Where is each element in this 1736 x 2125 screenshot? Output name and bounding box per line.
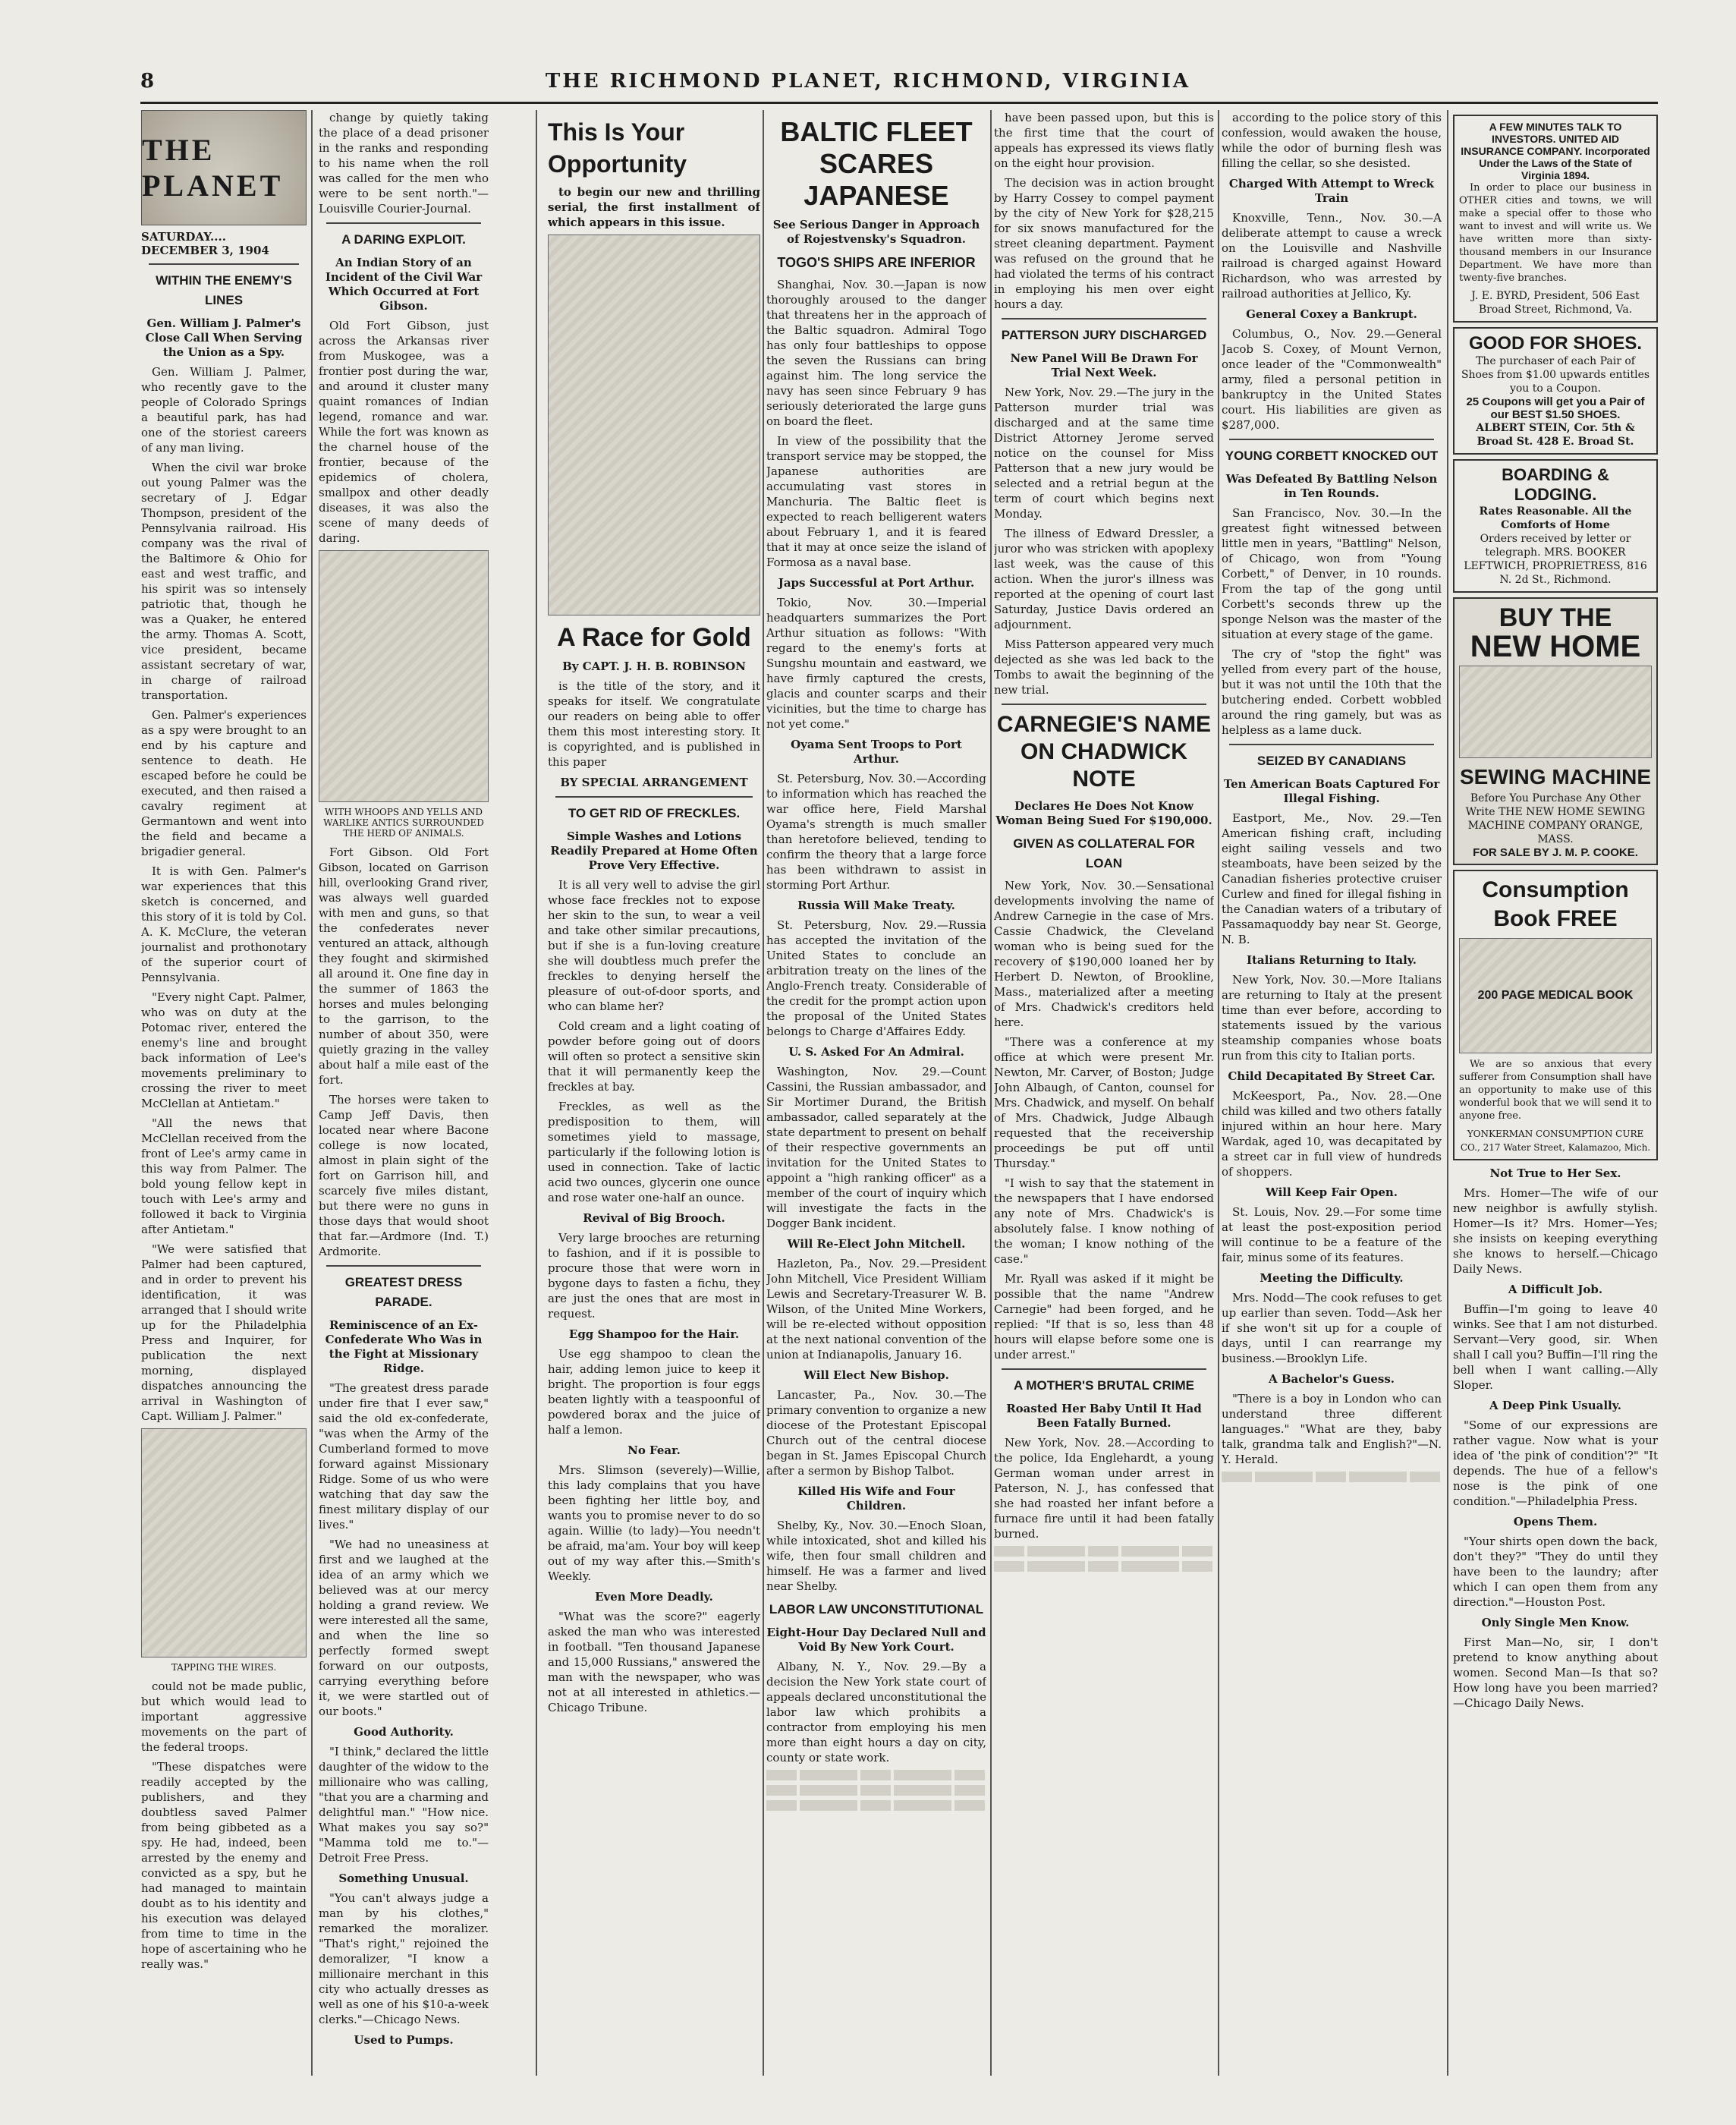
article-paragraph: could not be made public, but which would lead to important aggressive movements on the part of the federal troops. (141, 1680, 307, 1754)
ad-title: BUY THE (1499, 603, 1612, 632)
article-headline: Something Unusual. (338, 1872, 469, 1885)
planet-logo: THE PLANET (141, 110, 307, 225)
article-paragraph: St. Petersburg, Nov. 30.—According to information which has reached the war office here, Field Marshal Oyama's strength is much smaller than heretofore believed, tending to confirm the theory that a large force has been withdrawn to assist in storming Port Arthur. (766, 772, 986, 892)
serial-byline: By CAPT. J. H. B. ROBINSON (562, 660, 746, 673)
illustration-sewing (1459, 666, 1652, 758)
ad-body: In order to place our business in OTHER cities and towns, we will make a special offer to those who want to invest and will write us. We have written more than sixty-thousand members in our Insurance Department. We have more than twenty-five branches. (1459, 182, 1652, 284)
article-paragraph: "Every night Capt. Palmer, who was on duty at the Potomac river, entered the enemy's line and brought back information of Lee's movements preliminary to crossing the river to meet McClellan at Antietam." (141, 990, 307, 1110)
ad-body: We are so anxious that every sufferer from Consumption shall have an opportunity to make use of this wonderful book that we will send it to anyone free. (1459, 1059, 1652, 1122)
article-paragraph: "These dispatches were readily accepted by the publishers, and they doubtless saved Palmer from being gibbeted as a spy. He had, indeed, been arrested by the enemy and convicted as a spy, but he had managed to maintain doubt as to his identity and his execution was delayed from time to time in the hope of ascertaining who he really was." (141, 1760, 307, 1971)
article-paragraph: "We had no uneasiness at first and we laughed at the idea of an army which we believed was at our mercy holding a grand review. We were interested all the same, and when the line so perfectly formed swept forward on our outposts, carrying everything before it, we were startled out of our boots." (319, 1538, 489, 1718)
ad-title: A FEW MINUTES TALK TO INVESTORS. UNITED AID INSURANCE COMPANY. Incorporated Under the Laws of the State of Virginia 1894. (1461, 121, 1650, 181)
masthead: THE RICHMOND PLANET, RICHMOND, VIRGINIA (545, 70, 1191, 93)
article-paragraph: according to the police story of this confession, would awaken the house, while the odor of burning flesh was filling the cellar, so she desisted. (1222, 111, 1442, 170)
book-title: 200 PAGE MEDICAL BOOK (1477, 989, 1634, 1002)
ad-brand: NEW HOME (1470, 630, 1641, 663)
ad-product: SEWING MACHINE (1460, 765, 1651, 789)
illegible-text (994, 1546, 1214, 1557)
article-headline: Even More Deadly. (595, 1590, 713, 1604)
article-paragraph: Washington, Nov. 29.—Count Cassini, the Russian ambassador, and Sir Mortimer Durand, the British ambassador, called separately at the state department to present on behalf of their respective governments an invitation for the United States to appoint a "high ranking officer" as a member of the court of inquiry which will investigate the facts in the Dogger Bank incident. (766, 1065, 986, 1230)
joke-headline: Opens Them. (1513, 1515, 1598, 1528)
article-headline: SEIZED BY CANADIANS (1256, 754, 1407, 768)
ad-insurance (1453, 115, 1658, 323)
article-paragraph: Mrs. Nodd—The cook refuses to get up earlier than seven. Todd—Ask her if she won't sit up for a couple of days, until I can rearrange my business.—Brooklyn Life. (1222, 1291, 1442, 1365)
divider (1229, 439, 1434, 440)
ad-title: Consumption Book FREE (1482, 877, 1629, 931)
article-paragraph: St. Louis, Nov. 29.—For some time at least the post-exposition period will continue to be a feature of the fair, minus some of its features. (1222, 1205, 1442, 1264)
illustration-caption: TAPPING THE WIRES. (171, 1662, 277, 1673)
article-subhead: See Serious Danger in Approach of Rojestvensky's Squadron. (772, 218, 980, 246)
article-paragraph: The cry of "stop the fight" was yelled from every part of the house, but it was not until the 10th that the butchering ended. Corbett wobbled around the ring gamely, but was as helpless as a lame duck. (1222, 647, 1442, 737)
ad-sewing-machine (1453, 597, 1658, 865)
ad-signature: ALBERT STEIN, Cor. 5th & Broad St. 428 E. Broad St. (1476, 422, 1635, 448)
joke-headline: Not True to Her Sex. (1489, 1166, 1621, 1180)
article-paragraph: It is with Gen. Palmer's war experiences that this sketch is concerned, and this story of it is told by Col. A. K. McClure, the veteran journalist and prothonotary of the superior court of Pennsylvania. (141, 864, 307, 984)
article-headline: Meeting the Difficulty. (1260, 1271, 1404, 1285)
column-divider (990, 110, 992, 2076)
serial-title: A Race for Gold (557, 623, 751, 652)
article-headline: Killed His Wife and Four Children. (797, 1484, 955, 1513)
article-paragraph: McKeesport, Pa., Nov. 28.—One child was killed and two others fatally injured within an hour here. Mary Wardak, aged 10, was decapitated by a street car in full view of hundreds of shoppers. (1222, 1089, 1442, 1179)
column-divider (763, 110, 764, 2076)
article-headline: PATTERSON JURY DISCHARGED (1001, 328, 1207, 342)
article-headline: GIVEN AS COLLATERAL FOR LOAN (1013, 836, 1195, 870)
column-divider (311, 110, 313, 2076)
illustration-indian-raid (319, 550, 489, 802)
illegible-text (1222, 1472, 1442, 1482)
divider (1002, 318, 1206, 320)
article-headline: Will Re-Elect John Mitchell. (787, 1237, 966, 1251)
divider (326, 1265, 481, 1267)
article-paragraph: Freckles, as well as the predisposition to them, will sometimes yield to massage, particularly if the following lotion is used in connection. Take of lactic acid two ounces, glycerin one ounce and rose water one-half an ounce. (548, 1100, 760, 1204)
article-paragraph: Gen. William J. Palmer, who recently gave to the people of Colorado Springs a beautiful park, has had one of the storiest careers of any man living. (141, 365, 307, 455)
article-paragraph: "We were satisfied that Palmer had been captured, and in order to prevent his identification, it was arranged that I should write up for the Philadelphia Press and Inquirer, for publication the next morning, displayed dispatches announcing the arrival in Washington of Capt. William J. Palmer." (141, 1242, 307, 1423)
article-paragraph: Lancaster, Pa., Nov. 30.—The primary convention to organize a new diocese of the Protestant Episcopal Church out of the central diocese began in St. James Episcopal Church after a sermon by Bishop Talbot. (766, 1388, 986, 1478)
column-3 (548, 110, 760, 2076)
article-subhead: Was Defeated By Battling Nelson in Ten Rounds. (1225, 472, 1438, 500)
ad-title: GOOD FOR SHOES. (1468, 333, 1643, 354)
joke-text: First Man—No, sir, I don't pretend to know anything about women. Second Man—Is that so? How long have you been married?—Chicago Daily News. (1453, 1635, 1658, 1710)
ad-signature: J. E. BYRD, President, 506 East Broad Street, Richmond, Va. (1471, 290, 1640, 316)
divider (326, 222, 481, 224)
article-headline: BALTIC FLEET SCARES JAPANESE (780, 116, 973, 211)
article-subhead: Roasted Her Baby Until It Had Been Fatally Burned. (1006, 1402, 1202, 1430)
article-paragraph: Tokio, Nov. 30.—Imperial headquarters summarizes the Port Arthur situation as follows: "With regard to the enemy's forts at Sungshu mountain and eastward, we have firmly captured the crests, glacis and counter scarps and their vicinities, but the time to charge has not yet come." (766, 596, 986, 731)
page-number: 8 (140, 70, 155, 93)
article-paragraph: The illness of Edward Dressler, a juror who was stricken with apoplexy last week, was the cause of this action. When the juror's illness was reported at the opening of court last Saturday, Justice Davis ordered an adjournment. (994, 527, 1214, 631)
article-headline: A Bachelor's Guess. (1268, 1372, 1395, 1386)
divider (555, 796, 753, 798)
divider (1002, 704, 1206, 705)
article-paragraph: New York, Nov. 29.—The jury in the Patterson murder trial was discharged and at the same time District Attorney Jerome served notice on the counsel for Miss Patterson that a new jury would be selected and a retrial begun at the term of court which begins next Monday. (994, 386, 1214, 521)
column-6 (1222, 110, 1442, 2076)
article-paragraph: New York, Nov. 28.—According to the police, Ida Englehardt, a young German woman under arrest in Paterson, N. J., has confessed that she had roasted her infant before a furnace fire until it had been fatally burned. (994, 1436, 1214, 1541)
issue-date: SATURDAY.... DECEMBER 3, 1904 (141, 230, 269, 257)
joke-headline: A Deep Pink Usually. (1489, 1399, 1621, 1412)
ad-signature: YONKERMAN CONSUMPTION CURE CO., 217 Water Street, Kalamazoo, Mich. (1460, 1129, 1651, 1153)
header-rule (140, 102, 1658, 104)
article-headline: Italians Returning to Italy. (1246, 953, 1417, 967)
article-paragraph: St. Petersburg, Nov. 29.—Russia has accepted the invitation of the United States to conclude an arbitration treaty on the lines of the Anglo-French treaty. Considerable of the credit for the prompt action upon the proposal of the United States belongs to Charge d'Affaires Eddy. (766, 918, 986, 1038)
serial-intro: to begin our new and thrilling serial, the first installment of which appears in this issue. (548, 185, 760, 229)
article-headline: Egg Shampoo for the Hair. (568, 1327, 740, 1341)
article-paragraph: "There was a conference at my office at which were present Mr. Newton, Mr. Carver, of Boston; Judge John Albaugh, of Canton, counsel for Mrs. Chadwick, and myself. On behalf of Mrs. Chadwick, Judge Albaugh requested that the receivership proceedings be put off until Thursday." (994, 1035, 1214, 1170)
article-paragraph: "I wish to say that the statement in the newspapers that I have endorsed any note of Mrs. Chadwick's is absolutely false. I know nothing of the woman; I know nothing of the case." (994, 1176, 1214, 1266)
article-headline: Russia Will Make Treaty. (797, 899, 955, 912)
article-paragraph: In view of the possibility that the transport service may be stopped, the Japanese authorities are accumulating vast stores in Manchuria. The Baltic fleet is expected to reach belligerent waters about February 1, and it is feared that it may at once seize the island of Formosa as a naval base. (766, 434, 986, 569)
page-header (0, 70, 1736, 100)
article-paragraph: San Francisco, Nov. 30.—In the greatest fight witnessed between little men in years, "Battling" Nelson, of Chicago, won from "Young Corbett," of Denver, in 10 rounds. From the tap of the gong until Corbett's seconds threw up the sponge Nelson was the master of the situation at every stage of the game. (1222, 506, 1442, 641)
article-paragraph: Columbus, O., Nov. 29.—General Jacob S. Coxey, of Mount Vernon, once leader of the "Commonwealth" army, filed a personal petition in bankruptcy in the United States court. His liabilities are given as $287,000. (1222, 327, 1442, 432)
illegible-text (766, 1800, 986, 1811)
ad-dealer: FOR SALE BY J. M. P. COOKE. (1473, 846, 1638, 859)
article-headline: U. S. Asked For An Admiral. (788, 1045, 964, 1059)
article-headline: GREATEST DRESS PARADE. (344, 1275, 463, 1309)
joke-headline: Only Single Men Know. (1481, 1616, 1630, 1629)
article-headline: A DARING EXPLOIT. (341, 232, 466, 247)
illegible-text (994, 1561, 1214, 1572)
article-paragraph: is the title of the story, and it speaks for itself. We congratulate our readers on being able to offer them this most interesting story. It is copyrighted, and is published in this paper (548, 679, 760, 769)
article-headline: YOUNG CORBETT KNOCKED OUT (1225, 449, 1439, 463)
article-headline: No Fear. (627, 1443, 681, 1457)
illegible-text (766, 1770, 986, 1780)
article-subhead: New Panel Will Be Drawn For Trial Next Week. (1010, 351, 1198, 379)
article-paragraph: Very large brooches are returning to fashion, and if it is possible to procure those that were worn in bygone days to fasten a fichu, they are just the ones that are most in request. (548, 1231, 760, 1321)
column-divider (1218, 110, 1219, 2076)
ad-title: BOARDING & LODGING. (1502, 465, 1609, 504)
article-paragraph: "All the news that McClellan received from the front of Lee's army came in this way from Palmer. The bold young fellow kept in touch with Lee's army and followed it back to Virginia after Antietam." (141, 1116, 307, 1236)
article-headline: Child Decapitated By Street Car. (1228, 1069, 1436, 1083)
article-paragraph: Eastport, Me., Nov. 29.—Ten American fishing craft, including eight sailing vessels and two steamboats, have been seized by the Canadian fisheries protective cruiser Curlew and fined for illegal fishing in the Canadian waters of a tributary of Passamaquoddy bay near St. George, N. B. (1222, 811, 1442, 946)
ad-body: The purchaser of each Pair of Shoes from $1.00 upwards entitles you to a Coupon. (1461, 355, 1650, 395)
ad-shoes (1453, 327, 1658, 455)
column-2 (319, 110, 489, 2076)
article-paragraph: It is all very well to advise the girl whose face freckles not to expose her skin to the sun, to wear a veil and take other similar precautions, but if she is a fun-loving creature she will doubtless much prefer the freckles to denying herself the pleasure of out-of-door sports, and who can blame her? (548, 878, 760, 1013)
article-paragraph: Shanghai, Nov. 30.—Japan is now thoroughly aroused to the danger that threatens her in the approach of the Baltic squadron. Admiral Togo has only four battleships to oppose the seven the Russians can bring against him. The long service the navy has seen since February 9 has seriously deteriorated the large guns on board the fleet. (766, 278, 986, 428)
column-1 (141, 110, 307, 2076)
serial-headline: This Is Your Opportunity (548, 118, 687, 178)
article-paragraph: have been passed upon, but this is the first time that the court of appeals has expressed its views flatly on the eight hour provision. (994, 111, 1214, 170)
divider (1002, 1368, 1206, 1370)
article-paragraph: Use egg shampoo to clean the hair, adding lemon juice to keep it bright. The proportion is four eggs beaten lightly with a teaspoonful of powdered borax and the juice of half a lemon. (548, 1347, 760, 1437)
article-headline: Japs Successful at Port Arthur. (778, 576, 975, 590)
article-paragraph: Mrs. Slimson (severely)—Willie, this lady complains that you have been fighting her little boy, and wants you to promise never to do so again. Willie (to lady)—You needn't be afraid, ma'am. Your boy will keep out of my way after this.—Smith's Weekly. (548, 1463, 760, 1583)
column-7 (1453, 110, 1658, 2076)
illustration-caption: WITH WHOOPS AND YELLS AND WARLIKE ANTICS SURROUNDED THE HERD OF ANIMALS. (323, 807, 484, 839)
article-subhead: Eight-Hour Day Declared Null and Void By New York Court. (766, 1626, 986, 1654)
article-subhead: Reminiscence of an Ex-Confederate Who Was in the Fight at Missionary Ridge. (325, 1318, 483, 1375)
article-subhead: An Indian Story of an Incident of the Civil War Which Occurred at Fort Gibson. (325, 256, 483, 313)
joke-text: "Your shirts open down the back, don't they?" "They do until they have been to the laundry; after which I can open them from any direction."—Houston Post. (1453, 1535, 1658, 1609)
illegible-text (766, 1785, 986, 1796)
article-paragraph: Hazleton, Pa., Nov. 29.—President John Mitchell, Vice President William Lewis and Secretary-Treasurer W. B. Wilson, of the United Mine Workers, will be re-elected without opposition at the next national convention of the union at Indianapolis, January 16. (766, 1257, 986, 1362)
article-paragraph: "You can't always judge a man by his clothes," remarked the moralizer. "That's right," rejoined the demoralizer, "I know a millionaire merchant in this city who actually dresses as well as one of his $10-a-week clerks."—Chicago News. (319, 1891, 489, 2026)
article-paragraph: Knoxville, Tenn., Nov. 30.—A deliberate attempt to cause a wreck on the Louisville and Nashville railroad is charged against Howard Richardson, who was arrested by railroad authorities at Jellico, Ky. (1222, 211, 1442, 301)
article-subhead: Gen. William J. Palmer's Close Call When Serving the Union as a Spy. (145, 316, 303, 359)
article-paragraph: Old Fort Gibson, just across the Arkansas river from Muskogee, was a frontier post during the war, and around it cluster many quaint romances of Indian legend, romance and war. While the fort was known as the charnel house of the frontier, because of the epidemics of cholera, smallpox and other deadly diseases, it was also the scene of many deeds of daring. (319, 319, 489, 545)
joke-text: Mrs. Homer—The wife of our new neighbor is awfully stylish. Homer—Is it? Mrs. Homer—Yes; she insists on keeping everything she knows to herself.—Chicago Daily News. (1453, 1186, 1658, 1276)
article-paragraph: When the civil war broke out young Palmer was the secretary of J. Edgar Thompson, president of the Pennsylvania railroad. His company was the rival of the Baltimore & Ohio for east and west traffic, and his spirit was so intensely patriotic that, though he was a Quaker, he entered the army. Thomas A. Scott, vice president, became assistant secretary of war, in charge of railroad transportation. (141, 461, 307, 702)
ad-subtitle: Rates Reasonable. All the Comforts of Home (1479, 505, 1632, 531)
article-paragraph: Gen. Palmer's experiences as a spy were brought to an end by his capture and sentence to death. He escaped before he could be executed, and then raised a cavalry regiment at Germantown and went into the field and became a brigadier general. (141, 708, 307, 858)
article-paragraph: The horses were taken to Camp Jeff Davis, then located near where Bacone college is now located, almost in plain sight of the fort on Garrison hill, and scarcely five miles distant, but there were no guns in those days that would shoot that far.—Ardmore (Ind. T.) Ardmorite. (319, 1093, 489, 1258)
joke-text: Buffin—I'm going to leave 40 winks. See that I am not disturbed. Servant—Very good, sir. When shall I call you? Buffin—I'll ring the bell when I want calling.—Ally Sloper. (1453, 1302, 1658, 1392)
article-headline: LABOR LAW UNCONSTITUTIONAL (769, 1602, 984, 1617)
article-paragraph: "The greatest dress parade under fire that I ever saw," said the old ex-confederate, "was when the Army of the Cumberland formed to move forward against Missionary Ridge. Some of us who were watching that day saw the finest military display of our lives." (319, 1381, 489, 1532)
divider (1229, 744, 1434, 745)
book-image (1459, 938, 1652, 1053)
column-4 (766, 110, 986, 2076)
illustration-lineman (141, 1428, 307, 1658)
article-subhead: Simple Washes and Lotions Readily Prepared at Home Often Prove Very Effective. (550, 830, 758, 872)
article-paragraph: Miss Patterson appeared very much dejected as she was led back to the Tombs to await the beginning of the new trial. (994, 638, 1214, 697)
article-headline: Charged With Attempt to Wreck Train (1228, 177, 1435, 205)
article-headline: CARNEGIE'S NAME ON CHADWICK NOTE (996, 712, 1212, 792)
article-headline: Revival of Big Brooch. (583, 1211, 725, 1225)
article-paragraph: New York, Nov. 30.—Sensational developments involving the name of Andrew Carnegie in the case of Mrs. Cassie Chadwick, the Cleveland woman who is being sued for the recovery of $190,000 loaned her by Herbert D. Newton, of Brookline, Mass., materialized after a meeting of Mrs. Chadwick's creditors held here. (994, 879, 1214, 1029)
article-headline: A MOTHER'S BRUTAL CRIME (1014, 1378, 1194, 1393)
article-headline: Will Elect New Bishop. (804, 1368, 949, 1382)
special-arrangement: BY SPECIAL ARRANGEMENT (560, 776, 748, 789)
article-paragraph: Shelby, Ky., Nov. 30.—Enoch Sloan, while intoxicated, shot and killed his wife, then four small children and himself. He was a farmer and lived near Shelby. (766, 1519, 986, 1593)
article-headline: General Coxey a Bankrupt. (1246, 307, 1417, 321)
article-paragraph: change by quietly taking the place of a dead prisoner in the ranks and responding to his name when the roll was called for the men who were to be sent north."—Louisville Courier-Journal. (319, 111, 489, 216)
article-paragraph: "I think," declared the little daughter of the widow to the millionaire who was calling, "that you are a charming and delightful man." "How nice. What makes you say so?" "Mamma told me to."—Detroit Free Press. (319, 1745, 489, 1865)
article-headline: Used to Pumps. (354, 2033, 454, 2047)
article-headline: TOGO'S SHIPS ARE INFERIOR (777, 255, 976, 270)
article-headline: Good Authority. (354, 1725, 454, 1739)
ad-offer: 25 Coupons will get you a Pair of our BEST $1.50 SHOES. (1466, 395, 1645, 421)
article-subhead: Ten American Boats Captured For Illegal Fishing. (1223, 777, 1440, 805)
ad-body: Orders received by letter or telegraph. MRS. BOOKER LEFTWICH, PROPRIETRESS, 816 N. 2d St., Richmond. (1464, 533, 1647, 586)
article-headline: WITHIN THE ENEMY'S LINES (156, 273, 292, 307)
article-paragraph: Fort Gibson. Old Fort Gibson, located on Garrison hill, overlooking Grand river, was always well guarded with men and guns, so that the confederates never ventured an attack, although they fought and skirmished all around it. One fine day in the summer of 1863 the horses and mules belonging to the garrison, to the number of about 350, were quietly grazing in the valley about half a mile east of the fort. (319, 845, 489, 1087)
column-divider (536, 110, 537, 2076)
divider (149, 263, 299, 265)
article-headline: Will Keep Fair Open. (1265, 1185, 1398, 1199)
article-headline: Oyama Sent Troops to Port Arthur. (791, 738, 962, 766)
article-paragraph: Albany, N. Y., Nov. 29.—By a decision the New York state court of appeals declared unconstitutional the labor law which prohibits a contractor from employing his men more than eight hours a day on city, county or state work. (766, 1660, 986, 1765)
article-paragraph: New York, Nov. 30.—More Italians are returning to Italy at the present time than ever before, according to statements issued by the various steamship companies whose boats run from this city to Italian ports. (1222, 973, 1442, 1062)
article-paragraph: Cold cream and a light coating of powder before going out of doors will often so protect a sensitive skin that it will permanently keep the freckles at bay. (548, 1019, 760, 1094)
column-5 (994, 110, 1214, 2076)
ad-consumption-book (1453, 870, 1658, 1160)
article-subhead: Declares He Does Not Know Woman Being Sued For $190,000. (995, 799, 1212, 827)
illustration-serial (548, 235, 760, 615)
joke-text: "Some of our expressions are rather vague. Now what is your idea of 'the pink of condition'?" "It depends. The hue of a fellow's nose is the pink of one condition."—Philadelphia Press. (1453, 1418, 1658, 1508)
article-paragraph: The decision was in action brought by Harry Cossey to compel payment by the city of New York for $28,215 for six snows manufactured for the street cleaning department. Payment was refused on the ground that he had violated the terms of his contract in employing his men over eight hours a day. (994, 176, 1214, 311)
article-paragraph: Mr. Ryall was asked if it might be possible that the name "Andrew Carnegie" had been forged, and he replied: "If that is so, less than 48 hours will elapse before some one is under arrest." (994, 1272, 1214, 1362)
column-divider (1447, 110, 1448, 2076)
article-paragraph: "What was the score?" eagerly asked the man who was interested in football. "Ten thousand Japanese and 15,000 Russians," answered the man with the newspaper, who was not at all interested in athletics.—Chicago Tribune. (548, 1610, 760, 1714)
joke-headline: A Difficult Job. (1508, 1283, 1603, 1296)
article-headline: TO GET RID OF FRECKLES. (568, 806, 741, 820)
ad-body: Before You Purchase Any Other Write THE NEW HOME SEWING MACHINE COMPANY ORANGE, MASS. (1465, 792, 1646, 845)
article-paragraph: "There is a boy in London who can understand three different languages." "What are they, baby talk, grandma talk and English?"—N. Y. Herald. (1222, 1392, 1442, 1466)
ad-boarding (1453, 459, 1658, 593)
